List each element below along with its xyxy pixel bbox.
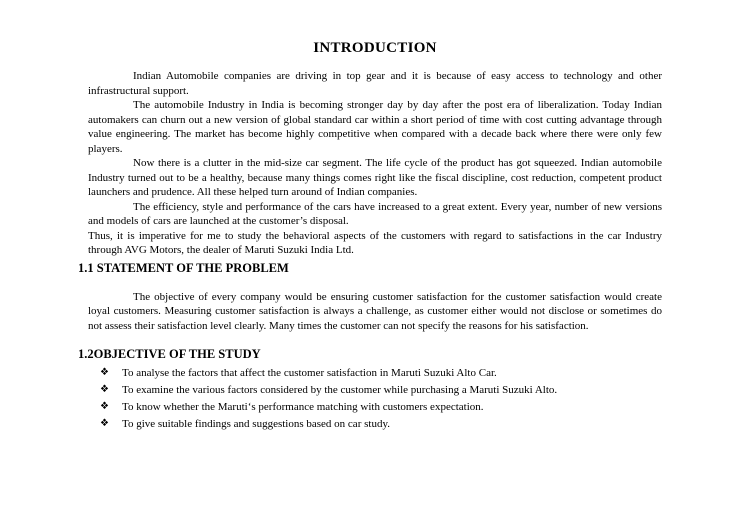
list-item	[88, 417, 662, 432]
objective-text: To know whether the Maruti‘s performance matching with customers expectation.	[122, 401, 484, 413]
statement-of-problem-paragraph: The objective of every company would be ensuring customer satisfaction for the customer satisfaction would create loyal customers. Measuring customer satisfaction is always a challenge, as customer either would not disclose or sometimes do not assess their satisfaction level clearly. Many times the customer can not specify the reasons for his satisfaction.	[88, 290, 662, 332]
intro-paragraph-2: The automobile Industry in India is becoming stronger day by day after the post era of liberalization. Today Indian automakers can churn out a new version of global standard car within a short period of time with cost cutting advantage through value engineering. The market has become highly competitive when compared with a decade back where there were only few players.	[88, 99, 662, 155]
objective-text: To examine the various factors considered by the customer while purchasing a Maruti Suzuki Alto.	[122, 384, 558, 396]
diamond-bullet-icon: ❖	[100, 384, 109, 395]
section-heading-statement-of-problem: 1.1 STATEMENT OF THE PROBLEM	[78, 260, 289, 275]
intro-closing-paragraph: Thus, it is imperative for me to study the behavioral aspects of the customers with regard to satisfactions in the car Industry through AVG Motors, the dealer of Maruti Suzuki India Ltd.	[88, 229, 662, 256]
intro-paragraph-4: The efficiency, style and performance of the cars have increased to a great extent. Every year, number of new versions and models of cars are launched at the customer’s disposal.	[88, 200, 662, 227]
document-page	[78, 40, 662, 434]
list-item	[88, 383, 662, 398]
diamond-bullet-icon: ❖	[100, 367, 109, 378]
objectives-list	[88, 366, 662, 432]
intro-paragraph-1: Indian Automobile companies are driving in top gear and it is because of easy access to technology and other infrastructural support.	[88, 70, 662, 97]
list-item	[88, 400, 662, 415]
diamond-bullet-icon: ❖	[100, 401, 109, 412]
intro-paragraph-3: Now there is a clutter in the mid-size car segment. The life cycle of the product has got squeezed. Indian automobile Industry turned out to be a healthy, because many things comes right like the fiscal discipline, cost reduction, competent product launchers and prudence. All these helped turn around of Indian companies.	[88, 157, 662, 198]
objective-text: To analyse the factors that affect the customer satisfaction in Maruti Suzuki Alto Car.	[122, 367, 497, 379]
list-item	[88, 366, 662, 381]
page-title: INTRODUCTION	[313, 40, 437, 56]
diamond-bullet-icon: ❖	[100, 418, 109, 429]
objective-text: To give suitable findings and suggestions based on car study.	[122, 418, 390, 430]
section-heading-objective-of-study: 1.2OBJECTIVE OF THE STUDY	[78, 347, 261, 361]
